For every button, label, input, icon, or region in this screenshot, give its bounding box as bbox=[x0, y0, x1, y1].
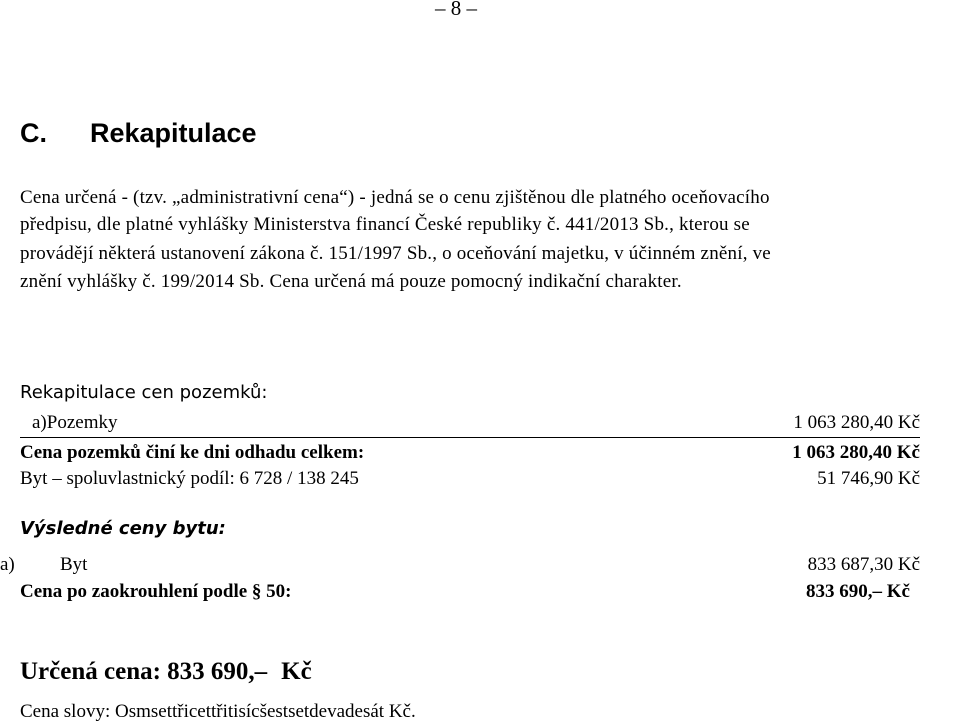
final-prices-heading: Výsledné ceny bytu: bbox=[20, 518, 226, 539]
determined-price bbox=[20, 658, 312, 686]
intro-line-1: Cena určená - (tzv. „administrativní cena“) - jedná se o cenu zjištěnou dle platného oceňovacího bbox=[20, 187, 770, 208]
section-title: Rekapitulace bbox=[90, 118, 257, 148]
land-row-value: 1 063 280,40 Kč bbox=[793, 412, 920, 433]
land-total-value: 1 063 280,40 Kč bbox=[792, 442, 920, 463]
determined-price-currency: Kč bbox=[281, 658, 312, 685]
flat-item-value: 833 687,30 Kč bbox=[807, 554, 920, 575]
section-heading bbox=[20, 118, 257, 149]
intro-line-2: předpisu, dle platné vyhlášky Ministerstva financí České republiky č. 441/2013 Sb., kterou se bbox=[20, 214, 750, 235]
determined-price-label: Určená cena: 833 690,– bbox=[20, 658, 268, 685]
land-total-label: Cena pozemků činí ke dni odhadu celkem: bbox=[20, 442, 365, 463]
flat-item-label: Byt bbox=[60, 554, 88, 575]
share-label: Byt – spoluvlastnický podíl: 6 728 / 138 245 bbox=[20, 468, 359, 489]
page-number: – 8 – bbox=[435, 0, 477, 20]
flat-item-marker: a) bbox=[0, 554, 15, 575]
flat-price-row bbox=[0, 554, 920, 578]
land-recap-heading: Rekapitulace cen pozemků: bbox=[20, 382, 268, 403]
share-value: 51 746,90 Kč bbox=[817, 468, 920, 489]
section-number: C. bbox=[20, 118, 47, 148]
rounded-price-value: 833 690,– Kč bbox=[806, 581, 910, 602]
rounded-price-row bbox=[20, 581, 920, 605]
price-in-words: Cena slovy: Osmsettřicettřitisícšestsetdevadesát Kč. bbox=[20, 701, 416, 722]
intro-line-4: znění vyhlášky č. 199/2014 Sb. Cena určená má pouze pomocný indikační charakter. bbox=[20, 271, 682, 292]
land-total-row bbox=[20, 442, 920, 466]
intro-line-3: provádějí některá ustanovení zákona č. 151/1997 Sb., o oceňování majetku, v účinném znění, ve bbox=[20, 243, 771, 264]
land-row-pozemky bbox=[20, 412, 920, 438]
land-row-label: a)Pozemky bbox=[32, 412, 118, 433]
rounded-price-label: Cena po zaokrouhlení podle § 50: bbox=[20, 581, 292, 602]
share-row bbox=[20, 468, 920, 492]
